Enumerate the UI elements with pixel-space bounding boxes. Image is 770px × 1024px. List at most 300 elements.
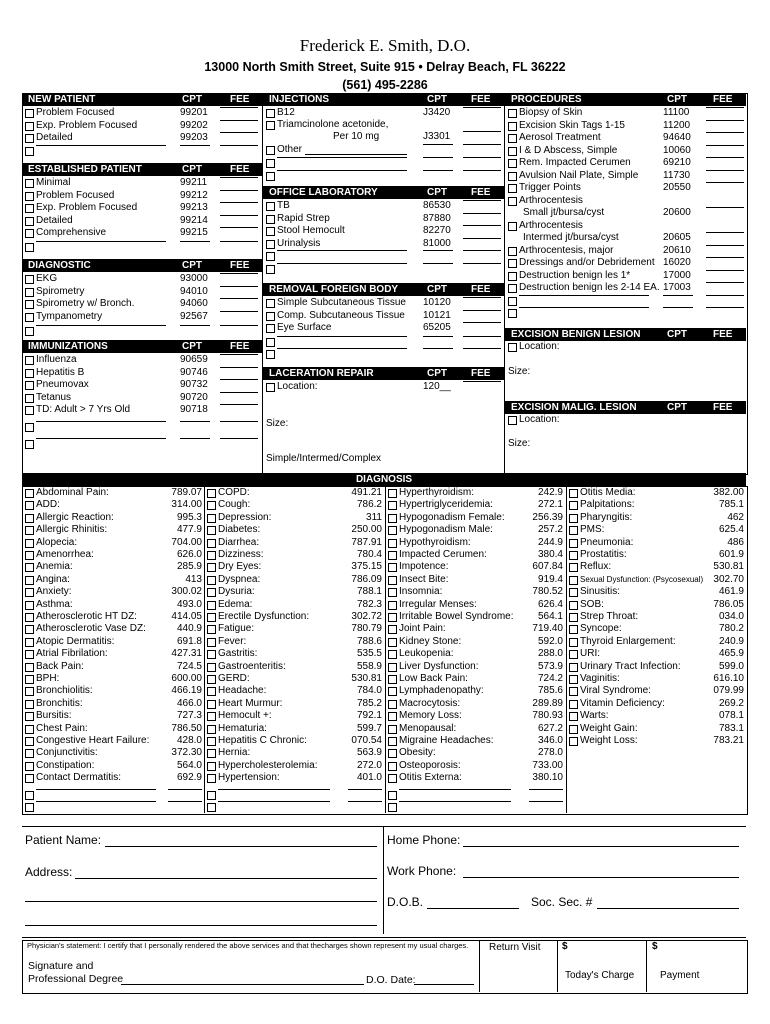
fee-field[interactable] bbox=[706, 145, 744, 146]
diagnosis-row[interactable] bbox=[385, 499, 566, 511]
diagnosis-row[interactable] bbox=[385, 574, 566, 586]
diagnosis-row[interactable] bbox=[22, 760, 204, 772]
checkbox[interactable] bbox=[388, 539, 397, 548]
checkbox[interactable] bbox=[388, 687, 397, 696]
fee-field[interactable] bbox=[220, 120, 258, 121]
established-patient-other-row[interactable] bbox=[22, 241, 262, 253]
lab-other-row[interactable] bbox=[263, 263, 504, 275]
write-in-line[interactable] bbox=[218, 789, 330, 790]
procedure-row[interactable] bbox=[505, 120, 746, 132]
write-in-line[interactable] bbox=[36, 241, 166, 242]
diagnosis-row[interactable] bbox=[204, 574, 385, 586]
fee-field[interactable] bbox=[463, 336, 501, 337]
write-in-line[interactable] bbox=[519, 307, 649, 308]
diagnosis-row[interactable] bbox=[385, 512, 566, 524]
checkbox[interactable] bbox=[266, 338, 275, 347]
diagnosis-row[interactable] bbox=[22, 611, 204, 623]
checkbox[interactable] bbox=[207, 663, 216, 672]
diagnosis-row[interactable] bbox=[22, 636, 204, 648]
cpt-write-in-line[interactable] bbox=[180, 421, 210, 422]
cpt-write-in-line[interactable] bbox=[663, 295, 693, 296]
checkbox[interactable] bbox=[388, 601, 397, 610]
checkbox[interactable] bbox=[266, 312, 275, 321]
checkbox[interactable] bbox=[508, 416, 517, 425]
checkbox[interactable] bbox=[25, 539, 34, 548]
lab-other-row[interactable] bbox=[263, 250, 504, 262]
checkbox[interactable] bbox=[388, 675, 397, 684]
diagnosis-row[interactable] bbox=[22, 661, 204, 673]
fee-field[interactable] bbox=[463, 200, 501, 201]
injection-row[interactable] bbox=[263, 119, 504, 131]
checkbox[interactable] bbox=[266, 109, 275, 118]
checkbox[interactable] bbox=[207, 803, 216, 812]
checkbox[interactable] bbox=[207, 650, 216, 659]
procedure-other-row[interactable] bbox=[505, 295, 746, 307]
checkbox[interactable] bbox=[25, 526, 34, 535]
immunization-other-row[interactable] bbox=[22, 438, 262, 450]
checkbox[interactable] bbox=[25, 313, 34, 322]
diagnosis-row[interactable] bbox=[22, 648, 204, 660]
diagnosis-row[interactable] bbox=[204, 661, 385, 673]
diagnosis-row[interactable] bbox=[22, 512, 204, 524]
immunization-other-row[interactable] bbox=[22, 421, 262, 433]
signature-field[interactable] bbox=[121, 984, 364, 985]
diagnosis-row[interactable] bbox=[22, 487, 204, 499]
checkbox[interactable] bbox=[569, 687, 578, 696]
checkbox[interactable] bbox=[569, 675, 578, 684]
other-write-in-line[interactable] bbox=[305, 154, 407, 155]
write-in-line[interactable] bbox=[277, 157, 407, 158]
checkbox[interactable] bbox=[388, 712, 397, 721]
diagnosis-row[interactable] bbox=[566, 599, 746, 611]
checkbox[interactable] bbox=[388, 803, 397, 812]
checkbox[interactable] bbox=[569, 501, 578, 510]
lab-row[interactable] bbox=[263, 213, 504, 225]
fee-field[interactable] bbox=[463, 297, 501, 298]
cpt-write-in-line[interactable] bbox=[180, 145, 210, 146]
checkbox[interactable] bbox=[569, 613, 578, 622]
checkbox[interactable] bbox=[388, 514, 397, 523]
code-write-in-line[interactable] bbox=[168, 801, 202, 802]
diagnosis-other-row[interactable] bbox=[204, 789, 385, 801]
checkbox[interactable] bbox=[25, 423, 34, 432]
cpt-write-in-line[interactable] bbox=[423, 144, 453, 145]
checkbox[interactable] bbox=[266, 146, 275, 155]
checkbox[interactable] bbox=[207, 625, 216, 634]
diagnosis-row[interactable] bbox=[385, 549, 566, 561]
checkbox[interactable] bbox=[508, 197, 517, 206]
checkbox[interactable] bbox=[25, 588, 34, 597]
fee-field[interactable] bbox=[220, 273, 258, 274]
diagnosis-row[interactable] bbox=[566, 735, 746, 747]
checkbox[interactable] bbox=[207, 489, 216, 498]
address-field[interactable] bbox=[75, 878, 377, 879]
fee-field[interactable] bbox=[706, 157, 744, 158]
checkbox[interactable] bbox=[207, 576, 216, 585]
diagnosis-row[interactable] bbox=[385, 623, 566, 635]
checkbox[interactable] bbox=[207, 762, 216, 771]
diagnosis-row[interactable] bbox=[566, 623, 746, 635]
write-in-line[interactable] bbox=[277, 336, 407, 337]
write-in-line[interactable] bbox=[36, 145, 166, 146]
checkbox[interactable] bbox=[25, 406, 34, 415]
procedure-row[interactable] bbox=[505, 157, 746, 169]
diagnosis-row[interactable] bbox=[566, 524, 746, 536]
checkbox[interactable] bbox=[266, 159, 275, 168]
injection-other-row[interactable] bbox=[263, 170, 504, 182]
procedure-row[interactable] bbox=[505, 107, 746, 119]
diagnosis-row[interactable] bbox=[204, 611, 385, 623]
checkbox[interactable] bbox=[569, 526, 578, 535]
excision-malig-location-row[interactable] bbox=[505, 414, 746, 426]
diagnosis-other-row[interactable] bbox=[204, 801, 385, 813]
diagnosis-row[interactable] bbox=[22, 772, 204, 784]
checkbox[interactable] bbox=[25, 369, 34, 378]
diagnosis-row[interactable] bbox=[204, 487, 385, 499]
procedure-other-row[interactable] bbox=[505, 307, 746, 319]
diagnosis-row[interactable] bbox=[204, 735, 385, 747]
write-in-line[interactable] bbox=[519, 295, 649, 296]
checkbox[interactable] bbox=[569, 650, 578, 659]
checkbox[interactable] bbox=[388, 613, 397, 622]
diagnosis-row[interactable] bbox=[22, 599, 204, 611]
checkbox[interactable] bbox=[207, 613, 216, 622]
checkbox[interactable] bbox=[388, 588, 397, 597]
write-in-line[interactable] bbox=[277, 348, 407, 349]
new-patient-row[interactable] bbox=[22, 120, 262, 132]
work-phone-field[interactable] bbox=[463, 877, 739, 878]
diagnosis-row[interactable] bbox=[204, 499, 385, 511]
checkbox[interactable] bbox=[207, 526, 216, 535]
diagnosis-row[interactable] bbox=[22, 499, 204, 511]
excision-benign-location-row[interactable] bbox=[505, 341, 746, 353]
fee-field[interactable] bbox=[463, 310, 501, 311]
diagnosis-row[interactable] bbox=[204, 772, 385, 784]
checkbox[interactable] bbox=[207, 675, 216, 684]
checkbox[interactable] bbox=[266, 121, 275, 130]
diagnosis-row[interactable] bbox=[204, 648, 385, 660]
checkbox[interactable] bbox=[388, 663, 397, 672]
diagnosis-row[interactable] bbox=[385, 524, 566, 536]
checkbox[interactable] bbox=[266, 265, 275, 274]
fee-field[interactable] bbox=[706, 307, 744, 308]
code-write-in-line[interactable] bbox=[529, 801, 563, 802]
checkbox[interactable] bbox=[388, 563, 397, 572]
code-write-in-line[interactable] bbox=[348, 789, 382, 790]
cpt-write-in-line[interactable] bbox=[423, 157, 453, 158]
diagnosis-row[interactable] bbox=[22, 586, 204, 598]
diagnosis-row[interactable] bbox=[22, 710, 204, 722]
checkbox[interactable] bbox=[508, 109, 517, 118]
checkbox[interactable] bbox=[207, 601, 216, 610]
diagnosis-row[interactable] bbox=[204, 698, 385, 710]
checkbox[interactable] bbox=[207, 501, 216, 510]
fee-field[interactable] bbox=[463, 170, 501, 171]
checkbox[interactable] bbox=[25, 381, 34, 390]
checkbox[interactable] bbox=[569, 625, 578, 634]
checkbox[interactable] bbox=[388, 501, 397, 510]
checkbox[interactable] bbox=[25, 576, 34, 585]
checkbox[interactable] bbox=[25, 563, 34, 572]
checkbox[interactable] bbox=[508, 159, 517, 168]
fee-field[interactable] bbox=[706, 132, 744, 133]
fee-field[interactable] bbox=[220, 404, 258, 405]
diagnosis-row[interactable] bbox=[22, 524, 204, 536]
fee-field[interactable] bbox=[463, 238, 501, 239]
diagnosis-row[interactable] bbox=[566, 574, 746, 586]
fee-field[interactable] bbox=[220, 190, 258, 191]
procedure-row[interactable] bbox=[505, 245, 746, 257]
fee-field[interactable] bbox=[706, 270, 744, 271]
write-in-line[interactable] bbox=[36, 438, 166, 439]
diagnosis-row[interactable] bbox=[566, 710, 746, 722]
procedure-row[interactable] bbox=[505, 257, 746, 269]
checkbox[interactable] bbox=[388, 725, 397, 734]
procedure-row[interactable] bbox=[505, 232, 746, 244]
checkbox[interactable] bbox=[388, 551, 397, 560]
diagnosis-row[interactable] bbox=[566, 549, 746, 561]
fee-field[interactable] bbox=[463, 381, 501, 382]
checkbox[interactable] bbox=[25, 625, 34, 634]
diagnosis-row[interactable] bbox=[566, 661, 746, 673]
fee-field[interactable] bbox=[220, 421, 258, 422]
write-in-line[interactable] bbox=[36, 801, 156, 802]
diagnosis-row[interactable] bbox=[204, 636, 385, 648]
diagnosis-row[interactable] bbox=[566, 561, 746, 573]
checkbox[interactable] bbox=[266, 299, 275, 308]
diagnosis-other-row[interactable] bbox=[22, 801, 204, 813]
diagnosis-row[interactable] bbox=[566, 673, 746, 685]
checkbox[interactable] bbox=[25, 749, 34, 758]
write-in-line[interactable] bbox=[218, 801, 330, 802]
dob-field[interactable] bbox=[427, 908, 519, 909]
diagnosis-row[interactable] bbox=[22, 735, 204, 747]
checkbox[interactable] bbox=[388, 576, 397, 585]
address-field-line3[interactable] bbox=[25, 925, 377, 926]
established-patient-row[interactable] bbox=[22, 202, 262, 214]
checkbox[interactable] bbox=[25, 762, 34, 771]
fee-field[interactable] bbox=[463, 144, 501, 145]
code-write-in-line[interactable] bbox=[168, 789, 202, 790]
checkbox[interactable] bbox=[25, 440, 34, 449]
diagnosis-row[interactable] bbox=[566, 499, 746, 511]
diagnosis-row[interactable] bbox=[566, 636, 746, 648]
checkbox[interactable] bbox=[25, 122, 34, 131]
checkbox[interactable] bbox=[266, 227, 275, 236]
fee-field[interactable] bbox=[463, 322, 501, 323]
procedure-row[interactable] bbox=[505, 182, 746, 194]
fee-field[interactable] bbox=[706, 282, 744, 283]
write-in-line[interactable] bbox=[277, 263, 407, 264]
established-patient-row[interactable] bbox=[22, 227, 262, 239]
checkbox[interactable] bbox=[207, 539, 216, 548]
diagnosis-row[interactable] bbox=[385, 599, 566, 611]
checkbox[interactable] bbox=[569, 588, 578, 597]
fee-field[interactable] bbox=[220, 298, 258, 299]
diagnosis-row[interactable] bbox=[385, 561, 566, 573]
fee-field[interactable] bbox=[220, 311, 258, 312]
cpt-write-in-line[interactable] bbox=[423, 263, 453, 264]
checkbox[interactable] bbox=[207, 791, 216, 800]
checkbox[interactable] bbox=[266, 350, 275, 359]
immunization-row[interactable] bbox=[22, 404, 262, 416]
diagnostic-row[interactable] bbox=[22, 311, 262, 323]
write-in-line[interactable] bbox=[36, 325, 166, 326]
removal-row[interactable] bbox=[263, 297, 504, 309]
fee-field[interactable] bbox=[706, 170, 744, 171]
diagnosis-row[interactable] bbox=[204, 723, 385, 735]
procedure-row[interactable] bbox=[505, 282, 746, 294]
diagnostic-row[interactable] bbox=[22, 286, 262, 298]
fee-field[interactable] bbox=[220, 367, 258, 368]
checkbox[interactable] bbox=[569, 489, 578, 498]
checkbox[interactable] bbox=[25, 774, 34, 783]
checkbox[interactable] bbox=[508, 222, 517, 231]
checkbox[interactable] bbox=[569, 576, 578, 585]
injection-row[interactable] bbox=[263, 107, 504, 119]
checkbox[interactable] bbox=[569, 700, 578, 709]
diagnosis-row[interactable] bbox=[385, 487, 566, 499]
checkbox[interactable] bbox=[25, 514, 34, 523]
laceration-location-row[interactable] bbox=[263, 381, 504, 393]
fee-field[interactable] bbox=[220, 145, 258, 146]
immunization-row[interactable] bbox=[22, 392, 262, 404]
checkbox[interactable] bbox=[508, 247, 517, 256]
fee-field[interactable] bbox=[220, 107, 258, 108]
diagnosis-row[interactable] bbox=[385, 710, 566, 722]
diagnosis-row[interactable] bbox=[385, 698, 566, 710]
checkbox[interactable] bbox=[207, 725, 216, 734]
checkbox[interactable] bbox=[508, 272, 517, 281]
diagnosis-row[interactable] bbox=[566, 586, 746, 598]
diagnosis-row[interactable] bbox=[22, 537, 204, 549]
home-phone-field[interactable] bbox=[463, 846, 739, 847]
diagnosis-row[interactable] bbox=[204, 537, 385, 549]
lab-row[interactable] bbox=[263, 238, 504, 250]
checkbox[interactable] bbox=[569, 551, 578, 560]
write-in-line[interactable] bbox=[277, 250, 407, 251]
checkbox[interactable] bbox=[25, 300, 34, 309]
procedure-row[interactable] bbox=[505, 132, 746, 144]
diagnosis-row[interactable] bbox=[22, 673, 204, 685]
fee-field[interactable] bbox=[706, 120, 744, 121]
checkbox[interactable] bbox=[25, 179, 34, 188]
diagnosis-row[interactable] bbox=[22, 698, 204, 710]
write-in-line[interactable] bbox=[277, 170, 407, 171]
checkbox[interactable] bbox=[25, 489, 34, 498]
injection-other-row[interactable] bbox=[263, 157, 504, 169]
ssn-field[interactable] bbox=[597, 908, 739, 909]
fee-field[interactable] bbox=[463, 107, 501, 108]
checkbox[interactable] bbox=[25, 687, 34, 696]
procedure-row[interactable] bbox=[505, 170, 746, 182]
diagnosis-row[interactable] bbox=[385, 747, 566, 759]
procedure-row[interactable] bbox=[505, 207, 746, 219]
checkbox[interactable] bbox=[508, 134, 517, 143]
checkbox[interactable] bbox=[25, 613, 34, 622]
checkbox[interactable] bbox=[388, 638, 397, 647]
removal-row[interactable] bbox=[263, 310, 504, 322]
diagnosis-row[interactable] bbox=[566, 723, 746, 735]
procedure-row[interactable] bbox=[505, 145, 746, 157]
fee-field[interactable] bbox=[220, 215, 258, 216]
cpt-write-in-line[interactable] bbox=[180, 438, 210, 439]
diagnosis-row[interactable] bbox=[22, 623, 204, 635]
diagnosis-row[interactable] bbox=[566, 611, 746, 623]
checkbox[interactable] bbox=[25, 675, 34, 684]
diagnostic-row[interactable] bbox=[22, 298, 262, 310]
code-write-in-line[interactable] bbox=[529, 789, 563, 790]
checkbox[interactable] bbox=[266, 252, 275, 261]
diagnosis-row[interactable] bbox=[385, 772, 566, 784]
checkbox[interactable] bbox=[508, 122, 517, 131]
checkbox[interactable] bbox=[207, 588, 216, 597]
checkbox[interactable] bbox=[388, 526, 397, 535]
checkbox[interactable] bbox=[266, 172, 275, 181]
checkbox[interactable] bbox=[25, 229, 34, 238]
write-in-line[interactable] bbox=[399, 801, 511, 802]
do-date-field[interactable] bbox=[414, 984, 474, 985]
cpt-write-in-line[interactable] bbox=[180, 325, 210, 326]
immunization-row[interactable] bbox=[22, 379, 262, 391]
diagnosis-row[interactable] bbox=[204, 524, 385, 536]
checkbox[interactable] bbox=[569, 539, 578, 548]
diagnosis-row[interactable] bbox=[22, 574, 204, 586]
checkbox[interactable] bbox=[25, 147, 34, 156]
checkbox[interactable] bbox=[388, 774, 397, 783]
checkbox[interactable] bbox=[207, 563, 216, 572]
checkbox[interactable] bbox=[569, 638, 578, 647]
checkbox[interactable] bbox=[569, 601, 578, 610]
fee-field[interactable] bbox=[220, 241, 258, 242]
diagnosis-row[interactable] bbox=[204, 586, 385, 598]
fee-field[interactable] bbox=[220, 392, 258, 393]
checkbox[interactable] bbox=[508, 343, 517, 352]
checkbox[interactable] bbox=[388, 700, 397, 709]
fee-field[interactable] bbox=[220, 227, 258, 228]
checkbox[interactable] bbox=[25, 192, 34, 201]
immunization-row[interactable] bbox=[22, 367, 262, 379]
checkbox[interactable] bbox=[207, 774, 216, 783]
checkbox[interactable] bbox=[508, 284, 517, 293]
checkbox[interactable] bbox=[25, 700, 34, 709]
diagnosis-row[interactable] bbox=[385, 661, 566, 673]
established-patient-row[interactable] bbox=[22, 215, 262, 227]
checkbox[interactable] bbox=[569, 725, 578, 734]
checkbox[interactable] bbox=[569, 712, 578, 721]
fee-field[interactable] bbox=[706, 257, 744, 258]
diagnosis-row[interactable] bbox=[385, 760, 566, 772]
checkbox[interactable] bbox=[25, 650, 34, 659]
checkbox[interactable] bbox=[25, 275, 34, 284]
fee-field[interactable] bbox=[706, 207, 744, 208]
fee-field[interactable] bbox=[220, 438, 258, 439]
lab-row[interactable] bbox=[263, 225, 504, 237]
checkbox[interactable] bbox=[388, 762, 397, 771]
fee-field[interactable] bbox=[463, 157, 501, 158]
diagnosis-row[interactable] bbox=[204, 673, 385, 685]
checkbox[interactable] bbox=[25, 217, 34, 226]
diagnostic-other-row[interactable] bbox=[22, 325, 262, 337]
lab-row[interactable] bbox=[263, 200, 504, 212]
checkbox[interactable] bbox=[388, 489, 397, 498]
checkbox[interactable] bbox=[388, 625, 397, 634]
cpt-write-in-line[interactable] bbox=[423, 348, 453, 349]
diagnosis-row[interactable] bbox=[204, 561, 385, 573]
new-patient-row[interactable] bbox=[22, 132, 262, 144]
checkbox[interactable] bbox=[25, 791, 34, 800]
diagnosis-row[interactable] bbox=[22, 549, 204, 561]
